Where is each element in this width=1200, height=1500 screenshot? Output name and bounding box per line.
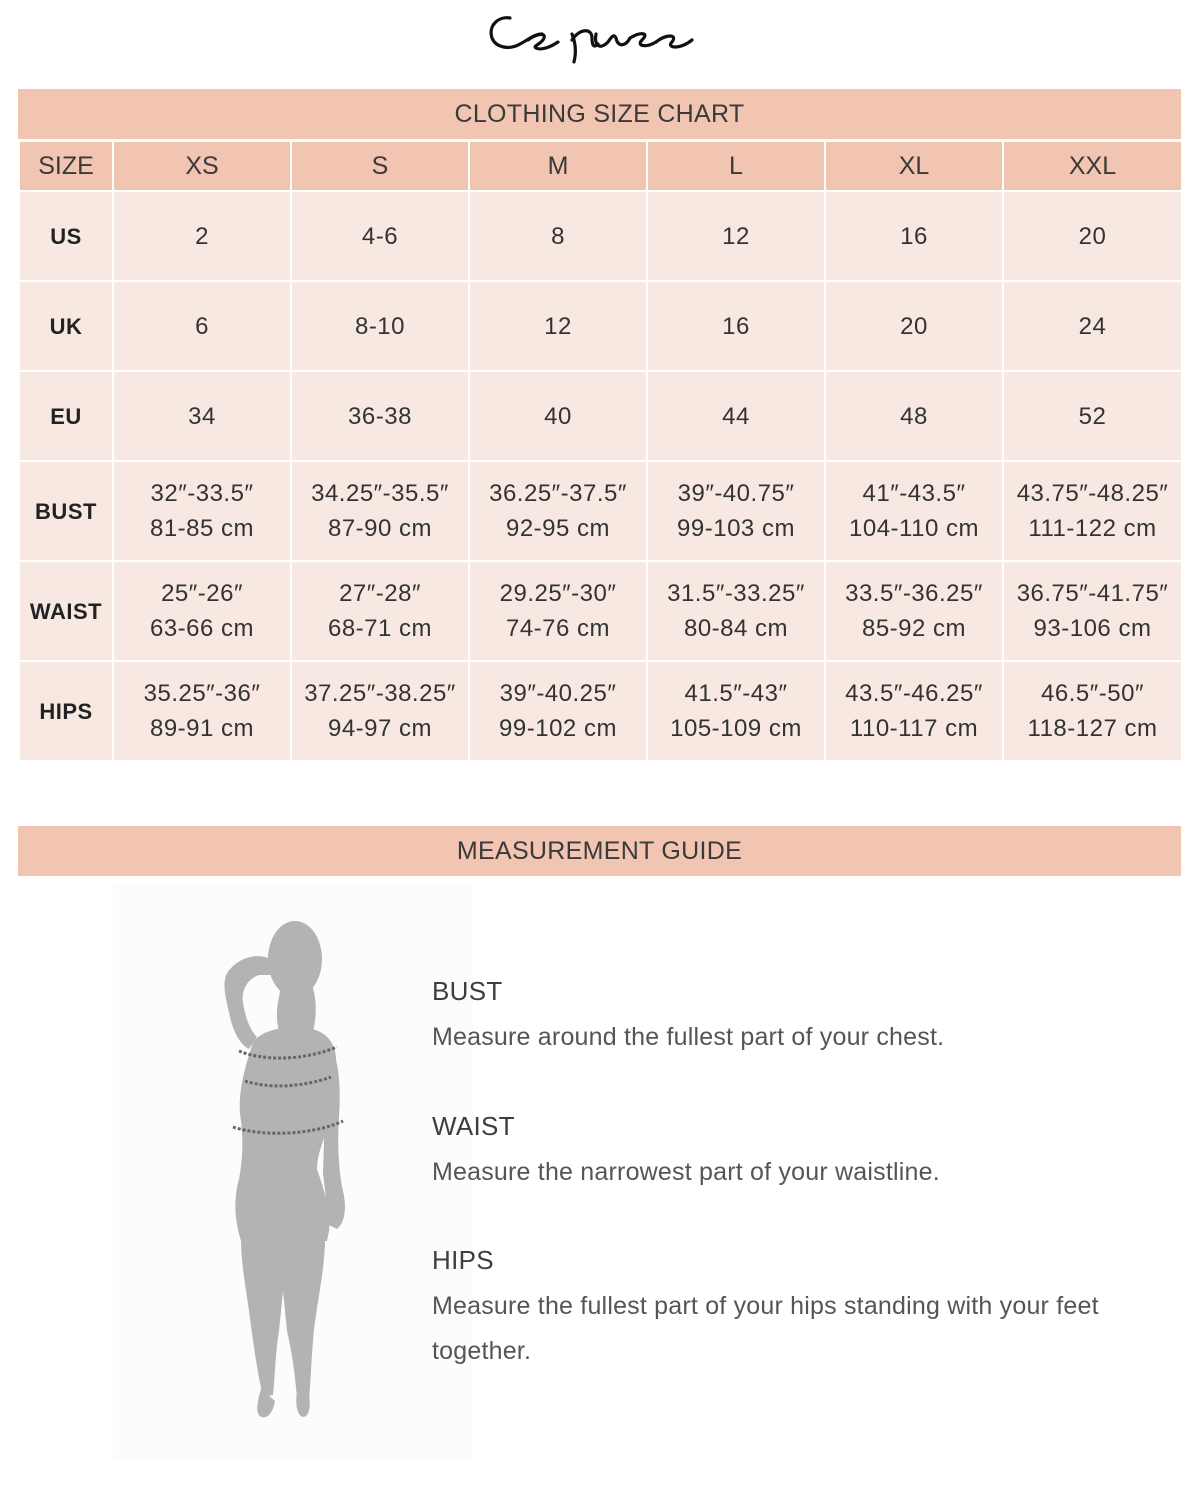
size-cell xyxy=(1003,661,1182,761)
size-cell xyxy=(113,371,291,461)
size-cell xyxy=(469,661,647,761)
size-cell xyxy=(291,371,469,461)
size-value: 16 xyxy=(900,222,928,250)
size-value: 46.5″-50″ xyxy=(1041,680,1144,707)
size-value: 20 xyxy=(1078,222,1107,250)
size-value: 39″-40.25″ xyxy=(499,680,617,707)
size-value-cm: 85-92 cm xyxy=(861,615,967,642)
size-value-cm: 93-106 cm xyxy=(1033,615,1152,642)
size-value: 32″-33.5″ xyxy=(150,480,254,507)
size-value: 25″-26″ xyxy=(161,580,243,607)
size-header-l: L xyxy=(647,141,825,191)
size-value-cm: 68-71 cm xyxy=(327,615,433,642)
size-value-cm: 94-97 cm xyxy=(327,715,433,742)
row-label: HIPS xyxy=(19,661,113,761)
size-cell xyxy=(1003,281,1182,371)
size-value-cm: 118-127 cm xyxy=(1027,715,1158,742)
size-value-cm: 99-102 cm xyxy=(499,715,617,742)
size-value: 12 xyxy=(544,312,572,340)
size-value: 31.5″-33.25″ xyxy=(667,580,805,607)
size-cell xyxy=(291,281,469,371)
size-value: 33.5″-36.25″ xyxy=(845,580,983,607)
size-value: 16 xyxy=(722,312,750,340)
size-cell xyxy=(291,561,469,661)
size-value-cm: 74-76 cm xyxy=(505,615,611,642)
size-value-cm: 104-110 cm xyxy=(849,515,979,542)
size-value: 29.25″-30″ xyxy=(499,580,617,607)
size-cell xyxy=(113,561,291,661)
size-cell xyxy=(469,561,647,661)
size-cell xyxy=(647,461,825,561)
size-value: 35.25″-36″ xyxy=(143,680,261,707)
size-chart-title: CLOTHING SIZE CHART xyxy=(18,89,1181,139)
waist-guide-text: Measure the narrowest part of your waistline. xyxy=(432,1158,940,1186)
row-label: US xyxy=(19,191,113,281)
size-value-cm: 92-95 cm xyxy=(505,515,611,542)
row-label: UK xyxy=(19,281,113,371)
size-value: 41.5″-43″ xyxy=(684,680,788,707)
size-value-cm: 87-90 cm xyxy=(327,515,433,542)
size-value: 8-10 xyxy=(354,312,406,340)
size-value: 12 xyxy=(722,222,750,250)
bust-guide xyxy=(432,976,1172,1060)
size-cell xyxy=(291,461,469,561)
size-value: 44 xyxy=(722,402,750,430)
size-value: 36.75″-41.75″ xyxy=(1016,580,1169,607)
size-row-waist xyxy=(19,561,1182,661)
brand-header xyxy=(0,0,1200,70)
size-value: 43.75″-48.25″ xyxy=(1016,480,1169,507)
size-cell xyxy=(647,281,825,371)
size-chart-table xyxy=(18,140,1183,762)
size-value: 36.25″-37.5″ xyxy=(489,480,627,507)
size-value-cm: 81-85 cm xyxy=(149,515,255,542)
size-row-us xyxy=(19,191,1182,281)
size-cell xyxy=(825,661,1003,761)
row-label: EU xyxy=(19,371,113,461)
hips-guide xyxy=(432,1245,1172,1374)
size-value-cm: 105-109 cm xyxy=(670,715,802,742)
size-value-cm: 99-103 cm xyxy=(677,515,795,542)
size-cell xyxy=(469,461,647,561)
size-cell xyxy=(825,281,1003,371)
size-value: 37.25″-38.25″ xyxy=(304,680,456,707)
size-value-cm: 110-117 cm xyxy=(849,715,979,742)
size-column-header: SIZE xyxy=(19,141,113,191)
row-label: WAIST xyxy=(19,561,113,661)
size-value: 27″-28″ xyxy=(339,580,421,607)
size-cell xyxy=(469,191,647,281)
size-cell xyxy=(647,371,825,461)
size-header-s: S xyxy=(291,141,469,191)
size-cell xyxy=(647,561,825,661)
size-row-uk xyxy=(19,281,1182,371)
bust-guide-text: Measure around the fullest part of your chest. xyxy=(432,1023,945,1051)
size-cell xyxy=(647,191,825,281)
size-cell xyxy=(113,661,291,761)
waist-guide-heading: WAIST xyxy=(432,1111,515,1141)
size-row-eu xyxy=(19,371,1182,461)
size-value-cm: 80-84 cm xyxy=(683,615,789,642)
size-cell xyxy=(1003,561,1182,661)
size-value: 2 xyxy=(195,222,209,250)
size-value: 48 xyxy=(900,402,928,430)
size-value: 4-6 xyxy=(361,222,399,250)
body-silhouette-figure xyxy=(213,911,383,1421)
size-row-bust xyxy=(19,461,1182,561)
size-cell xyxy=(825,461,1003,561)
size-cell xyxy=(825,561,1003,661)
size-value-cm: 111-122 cm xyxy=(1028,515,1157,542)
size-header-xl: XL xyxy=(825,141,1003,191)
size-value: 39″-40.75″ xyxy=(677,480,795,507)
size-header-xxl: XXL xyxy=(1003,141,1182,191)
size-cell xyxy=(469,371,647,461)
size-header-row xyxy=(19,141,1182,191)
brand-logo[interactable] xyxy=(480,4,720,66)
size-value: 52 xyxy=(1078,402,1107,430)
hips-guide-heading: HIPS xyxy=(432,1245,494,1275)
size-row-hips xyxy=(19,661,1182,761)
size-chart-body xyxy=(19,191,1182,761)
hips-guide-text: Measure the fullest part of your hips standing with your feet together. xyxy=(432,1292,1099,1365)
size-value: 43.5″-46.25″ xyxy=(845,680,983,707)
size-cell xyxy=(825,371,1003,461)
size-header-m: M xyxy=(469,141,647,191)
size-value: 8 xyxy=(551,222,565,250)
size-cell xyxy=(469,281,647,371)
waist-guide xyxy=(432,1111,1172,1195)
measurement-guide xyxy=(18,876,1181,1476)
size-value-cm: 63-66 cm xyxy=(149,615,255,642)
size-cell xyxy=(647,661,825,761)
size-value: 24 xyxy=(1078,312,1107,340)
size-cell xyxy=(113,281,291,371)
size-header-xs: XS xyxy=(113,141,291,191)
size-cell xyxy=(291,661,469,761)
size-value: 40 xyxy=(544,402,572,430)
size-value: 41″-43.5″ xyxy=(862,480,966,507)
row-label: BUST xyxy=(19,461,113,561)
size-value: 6 xyxy=(195,312,209,340)
size-cell xyxy=(825,191,1003,281)
size-cell xyxy=(113,191,291,281)
size-cell xyxy=(1003,461,1182,561)
measurement-guide-title: MEASUREMENT GUIDE xyxy=(18,826,1181,876)
size-cell xyxy=(1003,191,1182,281)
bust-guide-heading: BUST xyxy=(432,976,503,1006)
size-cell xyxy=(1003,371,1182,461)
size-value: 34.25″-35.5″ xyxy=(311,480,449,507)
size-value: 36-38 xyxy=(348,402,412,430)
size-cell xyxy=(113,461,291,561)
size-value: 34 xyxy=(188,402,216,430)
size-value: 20 xyxy=(900,312,928,340)
size-value-cm: 89-91 cm xyxy=(149,715,255,742)
size-cell xyxy=(291,191,469,281)
